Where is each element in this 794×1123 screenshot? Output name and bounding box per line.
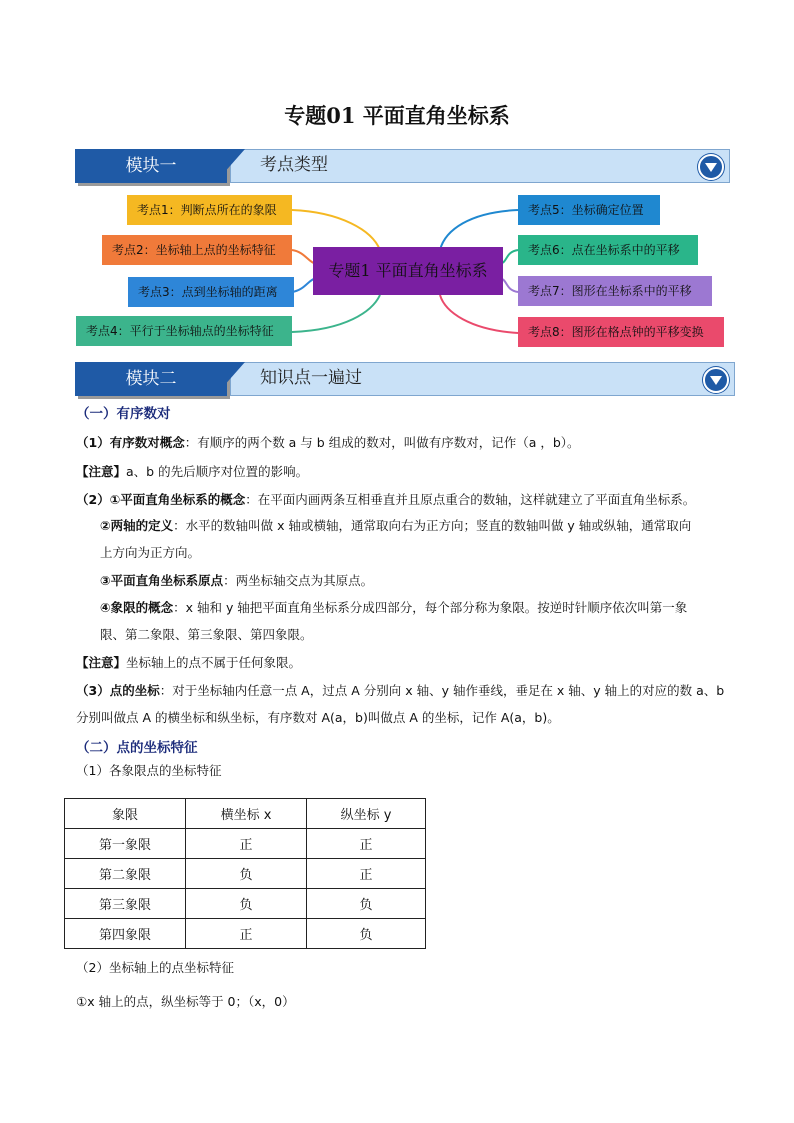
table-cell: 第四象限 <box>65 919 186 949</box>
quadrant-sign-table <box>64 798 426 949</box>
mindmap-node-1: 考点1：判断点所在的象限 <box>127 195 292 225</box>
table-cell: 负 <box>186 859 307 889</box>
table-header-row <box>65 799 426 829</box>
mindmap-center: 专题1 平面直角坐标系 <box>313 247 503 295</box>
table-cell: 正 <box>307 859 426 889</box>
mindmap-node-8: 考点8：图形在格点钟的平移变换 <box>518 317 724 347</box>
subheading-axis-points: （2）坐标轴上的点坐标特征 <box>76 960 234 975</box>
chevron-down-icon[interactable] <box>703 367 729 393</box>
table-cell: 负 <box>186 889 307 919</box>
mindmap-node-5: 考点5：坐标确定位置 <box>518 195 660 225</box>
table-cell: 正 <box>186 829 307 859</box>
table-cell: 第一象限 <box>65 829 186 859</box>
mindmap-node-3: 考点3：点到坐标轴的距离 <box>128 277 294 307</box>
connector-5 <box>440 210 518 250</box>
table-cell: 第二象限 <box>65 859 186 889</box>
subheading-quadrant-signs: （1）各象限点的坐标特征 <box>76 763 222 778</box>
table-cell: 负 <box>307 919 426 949</box>
mindmap-node-7: 考点7：图形在坐标系中的平移 <box>518 276 712 306</box>
paragraph-axes-cont: 上方向为正方向。 <box>100 545 201 560</box>
section-heading-2: （二）点的坐标特征 <box>76 740 198 756</box>
note-2: 【注意】坐标轴上的点不属于任何象限。 <box>76 655 302 670</box>
module-bar-label: 知识点一遍过 <box>260 368 362 388</box>
connector-1 <box>292 210 380 250</box>
page-title: 专题01 平面直角坐标系 <box>284 103 510 128</box>
paragraph-ordered-pair: （1）有序数对概念：有顺序的两个数 a 与 b 组成的数对，叫做有序数对，记作（a ，b）。 <box>76 435 580 450</box>
paragraph-quadrants: ④象限的概念：x 轴和 y 轴把平面直角坐标系分成四部分，每个部分称为象限。按逆时针顺序依次叫第一象 <box>100 600 688 615</box>
connector-4 <box>292 295 380 332</box>
mindmap-connectors <box>0 0 794 360</box>
module-tab-label: 模块一 <box>125 156 177 176</box>
table-header: 象限 <box>65 799 186 829</box>
paragraph-point-coordinates-cont: 分别叫做点 A 的横坐标和纵坐标，有序数对 A(a，b)叫做点 A 的坐标，记作 A(a，b)。 <box>76 710 560 725</box>
mindmap-node-2: 考点2：坐标轴上点的坐标特征 <box>102 235 292 265</box>
module-tab-label: 模块二 <box>125 369 177 389</box>
module-header-2 <box>75 362 735 396</box>
table-cell: 正 <box>307 829 426 859</box>
mindmap-node-4: 考点4：平行于坐标轴点的坐标特征 <box>76 316 292 346</box>
paragraph-point-coordinates: （3）点的坐标：对于坐标轴内任意一点 A，过点 A 分别向 x 轴、y 轴作垂线，垂足在 x 轴、y 轴上的对应的数 a、b <box>76 683 725 698</box>
paragraph-axes: ②两轴的定义：水平的数轴叫做 x 轴或横轴，通常取向右为正方向；竖直的数轴叫做 y 轴或纵轴，通常取向 <box>100 518 692 533</box>
paragraph-coordinate-system: （2）①平面直角坐标系的概念：在平面内画两条互相垂直并且原点重合的数轴，这样就建立了平面直角坐标系。 <box>76 492 696 507</box>
list-item-x-axis: ①x 轴上的点，纵坐标等于 0；（x，0） <box>76 994 295 1009</box>
paragraph-origin: ③平面直角坐标系原点：两坐标轴交点为其原点。 <box>100 573 374 588</box>
table-cell: 正 <box>186 919 307 949</box>
mindmap-node-6: 考点6：点在坐标系中的平移 <box>518 235 698 265</box>
section-heading-1: （一）有序数对 <box>76 406 171 422</box>
table-cell: 负 <box>307 889 426 919</box>
table-row <box>65 829 426 859</box>
table-header: 横坐标 x <box>186 799 307 829</box>
module-bar-label: 考点类型 <box>260 155 328 175</box>
table-row <box>65 859 426 889</box>
table-row <box>65 889 426 919</box>
note-1: 【注意】a、b 的先后顺序对位置的影响。 <box>76 464 309 479</box>
connector-8 <box>440 295 518 333</box>
table-cell: 第三象限 <box>65 889 186 919</box>
table-header: 纵坐标 y <box>307 799 426 829</box>
paragraph-quadrants-cont: 限、第二象限、第三象限、第四象限。 <box>100 627 313 642</box>
table-row <box>65 919 426 949</box>
